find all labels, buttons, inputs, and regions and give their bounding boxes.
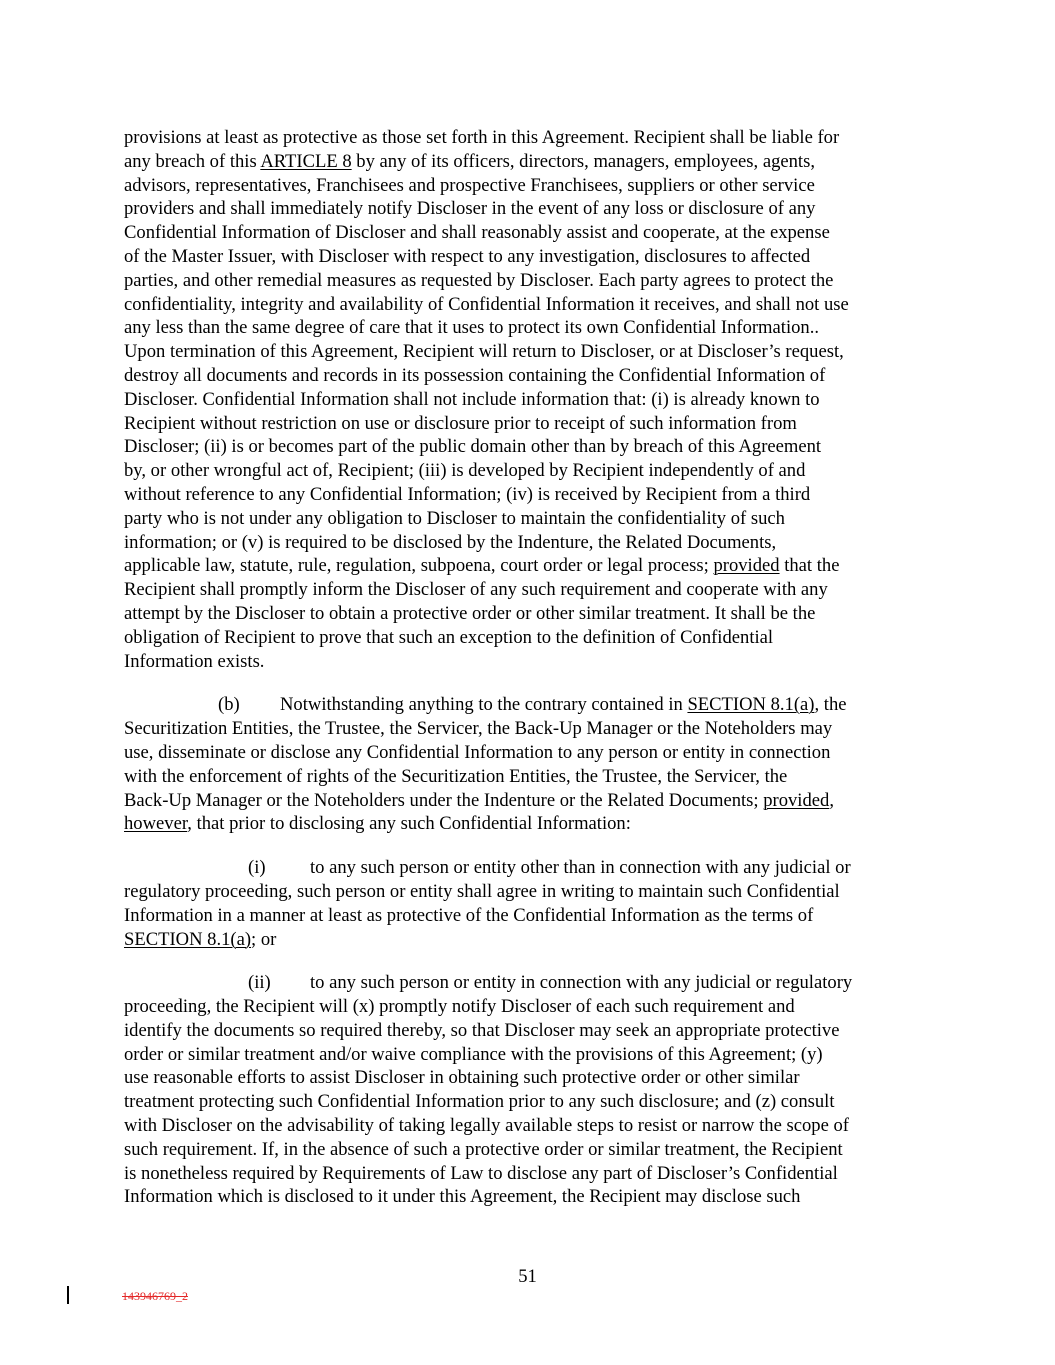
paragraph-ii [124, 971, 932, 1209]
text-line: parties, and other remedial measures as requested by Discloser. Each party agrees to protect the [124, 269, 834, 291]
provided-term: provided [713, 555, 780, 577]
revision-bar [67, 1286, 69, 1304]
text-line: by, or other wrongful act of, Recipient; (iii) is developed by Recipient independently of and [124, 460, 806, 482]
text-line: Securitization Entities, the Trustee, the Servicer, the Back-Up Manager or the Noteholders may [124, 718, 833, 740]
text-line: Recipient without restriction on use or disclosure prior to receipt of such information from [124, 412, 797, 434]
text-line: such requirement. If, in the absence of such a protective order or similar treatment, the Recipient [124, 1138, 843, 1160]
text-line: with Discloser on the advisability of taking legally available steps to resist or narrow the scope of [124, 1115, 849, 1137]
paragraph-a-continuation [124, 126, 932, 673]
text-line: destroy all documents and records in its possession containing the Confidential Information of [124, 364, 826, 386]
text-line: use, disseminate or disclose any Confidential Information to any person or entity in connection [124, 741, 831, 763]
text-line: (i) to any such person or entity other than in connection with any judicial or [248, 857, 851, 879]
text-line: Information in a manner at least as protective of the Confidential Information as the terms of [124, 904, 814, 926]
however-term: however [124, 813, 188, 835]
paragraph-b [124, 693, 932, 836]
text-line: information; or (v) is required to be disclosed by the Indenture, the Related Documents, [124, 531, 777, 553]
text-line: providers and shall immediately notify Discloser in the event of any loss or disclosure of any [124, 198, 816, 220]
text-line: Confidential Information of Discloser and shall reasonably assist and cooperate, at the expense [124, 222, 830, 244]
text-line: any less than the same degree of care that it uses to protect its own Confidential Information.. [124, 317, 819, 339]
text-line: obligation of Recipient to prove that such an exception to the definition of Confidential [124, 626, 774, 648]
text-line: Discloser. Confidential Information shall not include information that: (i) is already known to [124, 388, 820, 410]
text-line: Upon termination of this Agreement, Recipient will return to Discloser, or at Discloser’s request, [124, 341, 844, 363]
text-line: party who is not under any obligation to Discloser to maintain the confidentiality of such [124, 507, 785, 529]
section-8-1a-reference[interactable]: SECTION 8.1(a) [687, 694, 815, 716]
text-line: Discloser; (ii) is or becomes part of the public domain other than by breach of this Agreement [124, 436, 822, 458]
text-line: without reference to any Confidential Information; (iv) is received by Recipient from a third [124, 483, 811, 505]
paragraph-i [124, 856, 932, 951]
text-line: SECTION 8.1(a); or [124, 928, 277, 950]
text-line: any breach of this ARTICLE 8 by any of its officers, directors, managers, employees, agents, [124, 150, 815, 172]
text-line: treatment protecting such Confidential Information prior to any such disclosure; and (z) consult [124, 1091, 835, 1113]
text-line: use reasonable efforts to assist Discloser in obtaining such protective order or other similar [124, 1067, 800, 1089]
text-line: proceeding, the Recipient will (x) promptly notify Discloser of each such requirement and [124, 996, 795, 1018]
text-line: order or similar treatment and/or waive compliance with the provisions of this Agreement; (y) [124, 1043, 823, 1065]
article-8-reference[interactable]: ARTICLE 8 [260, 150, 352, 172]
text-line: Recipient shall promptly inform the Discloser of any such requirement and cooperate with any [124, 579, 828, 601]
paragraph-marker: (b) [218, 694, 240, 716]
text-line: applicable law, statute, rule, regulation, subpoena, court order or legal process; provided that the [124, 555, 840, 577]
text-line: attempt by the Discloser to obtain a protective order or other similar treatment. It shall be the [124, 602, 816, 624]
text-line: (b) Notwithstanding anything to the contrary contained in SECTION 8.1(a), the [218, 694, 847, 716]
text-line: is nonetheless required by Requirements of Law to disclose any part of Discloser’s Confidential [124, 1162, 838, 1184]
document-body [124, 126, 932, 1209]
text-line: provisions at least as protective as those set forth in this Agreement. Recipient shall be liable for [124, 127, 840, 148]
paragraph-marker: (ii) [248, 972, 271, 994]
text-line: advisors, representatives, Franchisees and prospective Franchisees, suppliers or other service [124, 174, 815, 196]
text-line: Information which is disclosed to it under this Agreement, the Recipient may disclose such [124, 1186, 801, 1208]
document-id: 143946769_2 [122, 1289, 188, 1303]
text-line: (ii) to any such person or entity in connection with any judicial or regulatory [248, 972, 853, 994]
text-line: of the Master Issuer, with Discloser with respect to any investigation, disclosures to affected [124, 245, 811, 267]
page-number: 51 [518, 1266, 537, 1287]
text-line: with the enforcement of rights of the Securitization Entities, the Trustee, the Servicer, the [124, 765, 788, 787]
section-8-1a-reference[interactable]: SECTION 8.1(a) [124, 928, 252, 950]
text-line: regulatory proceeding, such person or entity shall agree in writing to maintain such Confidential [124, 880, 840, 902]
provided-term: provided [763, 789, 830, 811]
paragraph-marker: (i) [248, 857, 266, 879]
text-line: Information exists. [124, 650, 265, 672]
text-line: identify the documents so required thereby, so that Discloser may seek an appropriate protective [124, 1019, 840, 1041]
text-line: confidentiality, integrity and availability of Confidential Information it receives, and shall not use [124, 293, 849, 315]
text-line: Back-Up Manager or the Noteholders under the Indenture or the Related Documents; provided, [124, 789, 834, 811]
text-line: however, that prior to disclosing any such Confidential Information: [124, 813, 631, 835]
